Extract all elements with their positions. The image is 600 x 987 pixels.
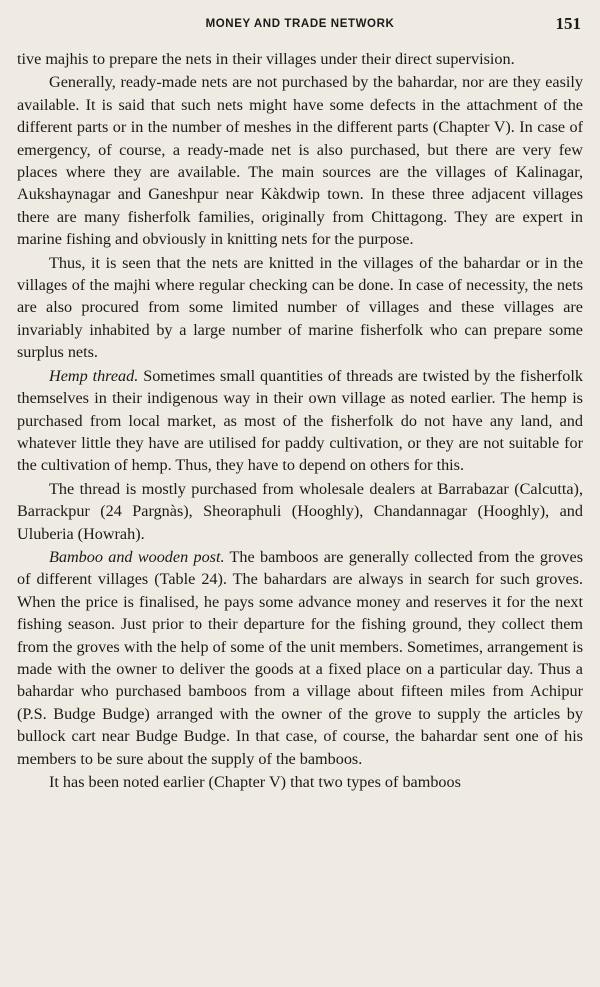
paragraph-ready-made-nets xyxy=(17,71,583,250)
running-header xyxy=(17,14,583,40)
section-lead-in: Hemp thread. xyxy=(49,366,139,385)
body-text xyxy=(17,48,583,793)
running-title: MONEY AND TRADE NETWORK xyxy=(205,18,395,30)
paragraph-continuation xyxy=(17,48,583,70)
paragraph-text: Generally, ready-made nets are not purchased by the bahardar, nor are they easily available. It is said that such nets might have some defects in the attachment of the different parts or in the number of meshes in the different parts (Chapter V). In case of emergency, of course, a ready-made net is also purchased, but there are very few places where they are available. The main sources are the villages of Kalinagar, Aukshaynagar and Ganeshpur near Kàkdwip town. In these three adjacent villages there are many fisherfolk families, originally from Chittagong. They are expert in marine fishing and obviously in knitting nets for the purpose. xyxy=(17,73,583,249)
paragraph-text: Thus, it is seen that the nets are knitted in the villages of the bahardar or in the villages of the majhi where regular checking can be done. In case of necessity, the nets are also procured from some limited number of villages and these villages are invariably inhabited by a large number of marine fisherfolk who can prepare some surplus nets. xyxy=(17,253,583,362)
paragraph-text: The bamboos are generally collected from the groves of different villages (Table 24). The bahardars are always in search for such groves. When the price is finalised, he pays some advance money and reserves it for the next fishing season. Just prior to their departure for the fishing ground, they collect them from the groves with the help of some of the unit members. Sometimes, arrangement is made with the owner to deliver the goods at a fixed place on a particular day. Thus a bahardar who purchased bamboos from a village about fifteen miles from Achipur (P.S. Budge Budge) arranged with the owner of the grove to supply the articles by bullock cart near Budge Budge. In that case, of course, the bahardar sent one of his members to be sure about the supply of the bamboos. xyxy=(17,547,584,768)
paragraph-thread-dealers xyxy=(17,478,583,545)
page-number: 151 xyxy=(555,14,581,33)
paragraph-text: Sometimes small quantities of threads are twisted by the fisherfolk themselves in their indigenous way in their own village as noted earlier. The hemp is purchased from local market, as most of the fisherfolk do not have any land, and whatever little they have are utilised for paddy cultivation, or they are not suitable for the cultivation of hemp. Thus, they have to depend on others for this. xyxy=(17,366,583,475)
paragraph-bamboo-types xyxy=(17,771,583,793)
paragraph-hemp-thread xyxy=(17,365,583,477)
paragraph-text: The thread is mostly purchased from wholesale dealers at Barrabazar (Calcutta), Barrackpur (24 Pargnàs), Sheoraphuli (Hooghly), Chandannagar (Hooghly), and Uluberia (Howrah). xyxy=(17,479,583,543)
paragraph-bamboo-post xyxy=(17,546,583,770)
paragraph-text: It has been noted earlier (Chapter V) that two types of bamboos xyxy=(49,773,461,791)
section-lead-in: Bamboo and wooden post. xyxy=(49,547,225,566)
paragraph-text: tive majhis to prepare the nets in their villages under their direct supervision. xyxy=(17,50,515,68)
paragraph-net-knitting xyxy=(17,252,583,364)
